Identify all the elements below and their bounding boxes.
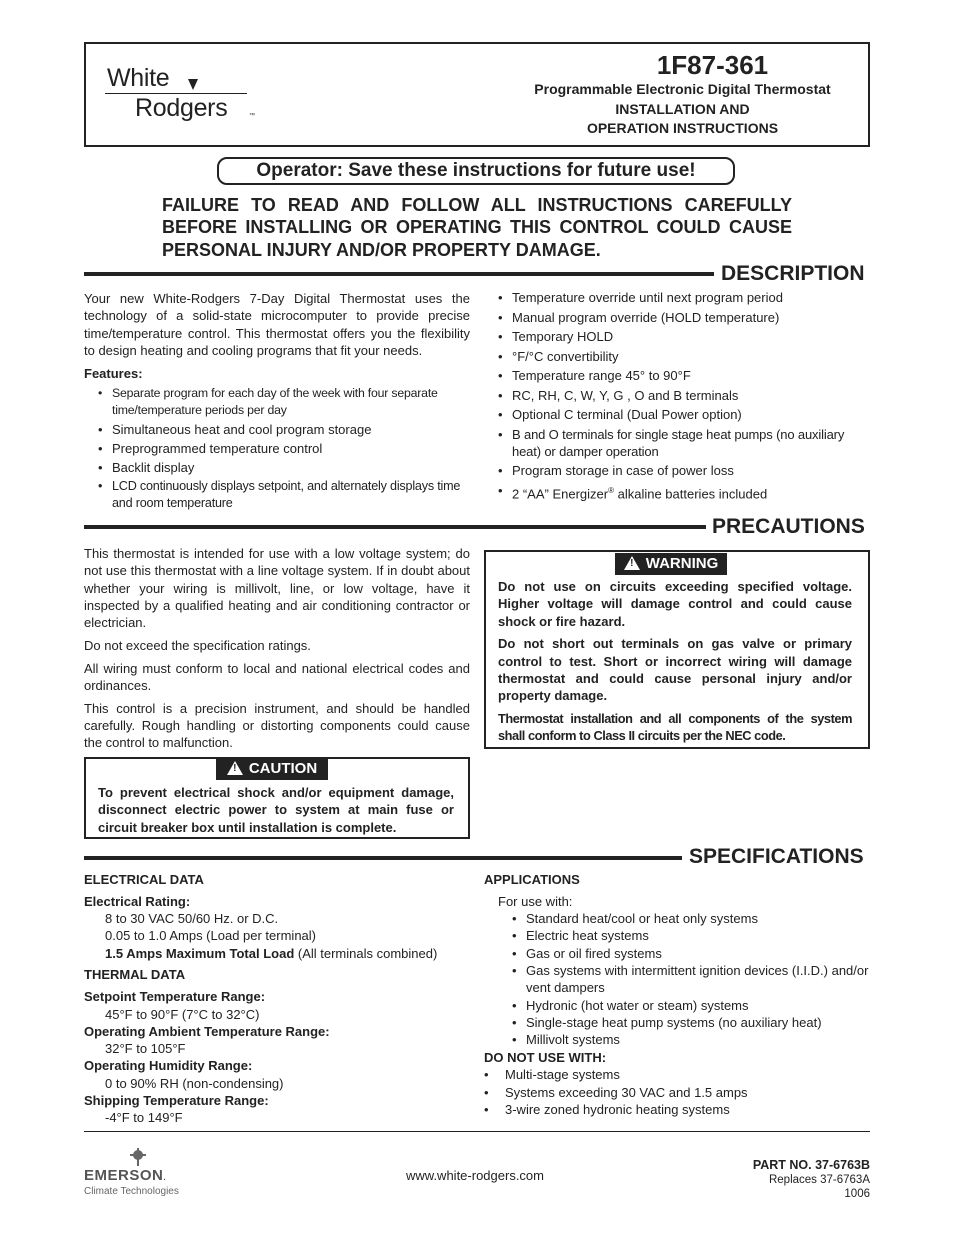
max-load: [84, 945, 470, 962]
list-item: • Millivolt systems: [512, 1031, 870, 1048]
battery-text-pre: 2 “AA” Energizer: [512, 485, 609, 501]
specs-left-column: [84, 871, 470, 1127]
part-info: [660, 1157, 870, 1201]
precaution-paragraph: This control is a precision instrument, and should be handled carefully. Rough handling or distorting components could cause the control to malfunction.: [84, 700, 470, 751]
list-item: • Simultaneous heat and cool program storage: [98, 421, 470, 438]
list-item: • B and O terminals for single stage heat pumps (no auxiliary heat) or damper operation: [498, 426, 870, 460]
website: www.white-rodgers.com: [406, 1168, 544, 1183]
list-item: • Separate program for each day of the week with four separate time/temperature periods per day: [98, 385, 470, 419]
electrical-rating-value: 0.05 to 1.0 Amps (Load per terminal): [105, 928, 317, 944]
thermal-value: 32°F to 105°F: [105, 1041, 186, 1057]
description-heading: DESCRIPTION: [721, 262, 865, 285]
list-item: • Manual program override (HOLD temperature): [498, 309, 870, 326]
registered-mark: ®: [608, 485, 614, 495]
brand-trademark: ™: [249, 113, 255, 119]
list-item: • Program storage in case of power loss: [498, 462, 870, 479]
replaces: Replaces 37-6763A: [768, 1174, 870, 1186]
applications-list: [512, 910, 870, 1048]
warning-triangle-icon: !: [227, 761, 243, 775]
product-subtitle: Programmable Electronic Digital Thermostat: [534, 81, 831, 97]
failure-warning: FAILURE TO READ AND FOLLOW ALL INSTRUCTIONS CAREFULLY BEFORE INSTALLING OR OPERATING THIS CONTROL COULD CAUSE PERSONAL INJURY AND/OR PROPERTY DAMAGE.: [162, 195, 792, 260]
footer-rule: [84, 1131, 870, 1132]
list-item: [498, 482, 870, 502]
list-item: • Electric heat systems: [512, 927, 870, 944]
caution-text: To prevent electrical shock and/or equipment damage, disconnect electric power to system at main fuse or circuit breaker box until installation is complete.: [98, 785, 454, 835]
list-item: • Temperature range 45° to 90°F: [498, 367, 870, 384]
list-item: • Gas or oil fired systems: [512, 945, 870, 962]
title-block: [500, 50, 865, 139]
precautions-rule: [84, 525, 706, 529]
features-label: Features:: [84, 366, 143, 382]
caution-label-text: CAUTION: [248, 760, 318, 777]
list-item: • Multi-stage systems: [484, 1066, 870, 1083]
description-left-column: [84, 290, 470, 512]
emerson-wordmark: [84, 1168, 204, 1186]
max-load-bold: 1.5 Amps Maximum Total Load: [105, 945, 295, 961]
logo-triangle-icon: [188, 79, 198, 90]
list-item: • Systems exceeding 30 VAC and 1.5 amps: [484, 1084, 870, 1101]
applications-heading: APPLICATIONS: [484, 872, 580, 887]
precaution-paragraph: Do not exceed the specification ratings.: [84, 637, 311, 653]
emerson-logo: [84, 1146, 204, 1198]
thermal-label: Shipping Temperature Range:: [84, 1093, 269, 1109]
doc-type-line-2: OPERATION INSTRUCTIONS: [586, 120, 779, 136]
model-number: 1F87-361: [656, 50, 769, 80]
list-item: • Preprogrammed temperature control: [98, 440, 470, 457]
list-item: • Backlit display: [98, 459, 470, 476]
list-item: • Temporary HOLD: [498, 328, 870, 345]
warning-box: [484, 550, 870, 749]
features-list-right: [498, 289, 870, 502]
warning-triangle-icon: !: [624, 556, 640, 570]
specifications-rule: [84, 856, 682, 860]
thermal-value: 45°F to 90°F (7°C to 32°C): [105, 1006, 260, 1022]
warning-label: [615, 553, 727, 575]
precautions-heading: PRECAUTIONS: [712, 515, 865, 538]
electrical-rating-value: 8 to 30 VAC 50/60 Hz. or D.C.: [105, 911, 279, 927]
description-rule: [84, 272, 714, 276]
warning-text: Do not short out terminals on gas valve or primary control to test. Short or incorrect wiring will damage thermostat and could cause personal injury and/or property damage.: [498, 636, 852, 704]
list-item: • Standard heat/cool or heat only systems: [512, 910, 870, 927]
battery-text-post: alkaline batteries included: [614, 485, 768, 501]
list-item: • RC, RH, C, W, Y, G , O and B terminals: [498, 387, 870, 404]
specs-right-column: [484, 871, 870, 1118]
precautions-left-column: [84, 545, 470, 752]
list-item: • Temperature override until next program period: [498, 289, 870, 306]
list-item: • Gas systems with intermittent ignition devices (I.I.D.) and/or vent dampers: [512, 962, 870, 997]
list-item: • LCD continuously displays setpoint, and alternately displays time and room temperature: [98, 478, 470, 512]
warning-label-text: WARNING: [645, 555, 719, 572]
part-number: PART NO. 37-6763B: [752, 1158, 870, 1172]
warning-text-block: [498, 578, 852, 744]
thermal-value: 0 to 90% RH (non-condensing): [105, 1075, 284, 1091]
brand-logo-white: White: [107, 64, 170, 92]
max-load-rest: (All terminals combined): [294, 945, 438, 961]
electrical-heading: ELECTRICAL DATA: [84, 872, 204, 887]
warning-text: Thermostat installation and all components of the system shall conform to Class II circuits per the NEC code.: [498, 710, 852, 743]
precaution-paragraph: All wiring must conform to local and national electrical codes and ordinances.: [84, 660, 470, 694]
description-intro: Your new White-Rodgers 7-Day Digital Thermostat uses the technology of a solid-state microcomputer to provide precise time/temperature control. This thermostat offers you the flexibility to design heating and cooling programs that fit your needs.: [84, 291, 470, 358]
thermal-value: -4°F to 149°F: [105, 1110, 183, 1126]
do-not-use-list: [484, 1066, 870, 1118]
thermal-label: Operating Humidity Range:: [84, 1058, 253, 1074]
electrical-rating-label: Electrical Rating:: [84, 893, 191, 909]
for-use-with: For use with:: [498, 893, 573, 909]
warning-text: Do not use on circuits exceeding specified voltage. Higher voltage will damage control and could cause shock or fire hazard.: [498, 579, 852, 629]
thermal-heading: THERMAL DATA: [84, 967, 186, 983]
caution-box: [84, 757, 470, 839]
list-item: • Hydronic (hot water or steam) systems: [512, 997, 870, 1014]
emerson-wordmark-text: EMERSON: [84, 1167, 164, 1184]
list-item: • °F/°C convertibility: [498, 348, 870, 365]
revision-code: 1006: [844, 1188, 870, 1200]
operator-banner: Operator: Save these instructions for future use!: [217, 157, 735, 185]
list-item: • Single-stage heat pump systems (no auxiliary heat): [512, 1014, 870, 1031]
precaution-paragraph: This thermostat is intended for use with a low voltage system; do not use this thermostat with a line voltage system. If in doubt about whether your wiring is millivolt, line, or low voltage, have it inspected by a qualified heating and air conditioning contractor or electrician.: [84, 546, 470, 631]
doc-type-line-1: INSTALLATION AND: [615, 100, 750, 117]
description-right-column: [498, 289, 870, 502]
emerson-wordmark-mark: .: [163, 1173, 167, 1182]
list-item: • 3-wire zoned hydronic heating systems: [484, 1101, 870, 1118]
list-item: • Optional C terminal (Dual Power option): [498, 406, 870, 423]
caution-label: [216, 758, 328, 780]
specifications-heading: SPECIFICATIONS: [689, 845, 864, 868]
do-not-use-heading: DO NOT USE WITH:: [484, 1049, 607, 1065]
emerson-tagline: Climate Technologies: [84, 1186, 179, 1197]
features-list-left: [98, 385, 470, 512]
thermal-label: Operating Ambient Temperature Range:: [84, 1023, 330, 1039]
brand-logo-rodgers: Rodgers: [135, 94, 228, 122]
thermal-label: Setpoint Temperature Range:: [84, 989, 266, 1005]
